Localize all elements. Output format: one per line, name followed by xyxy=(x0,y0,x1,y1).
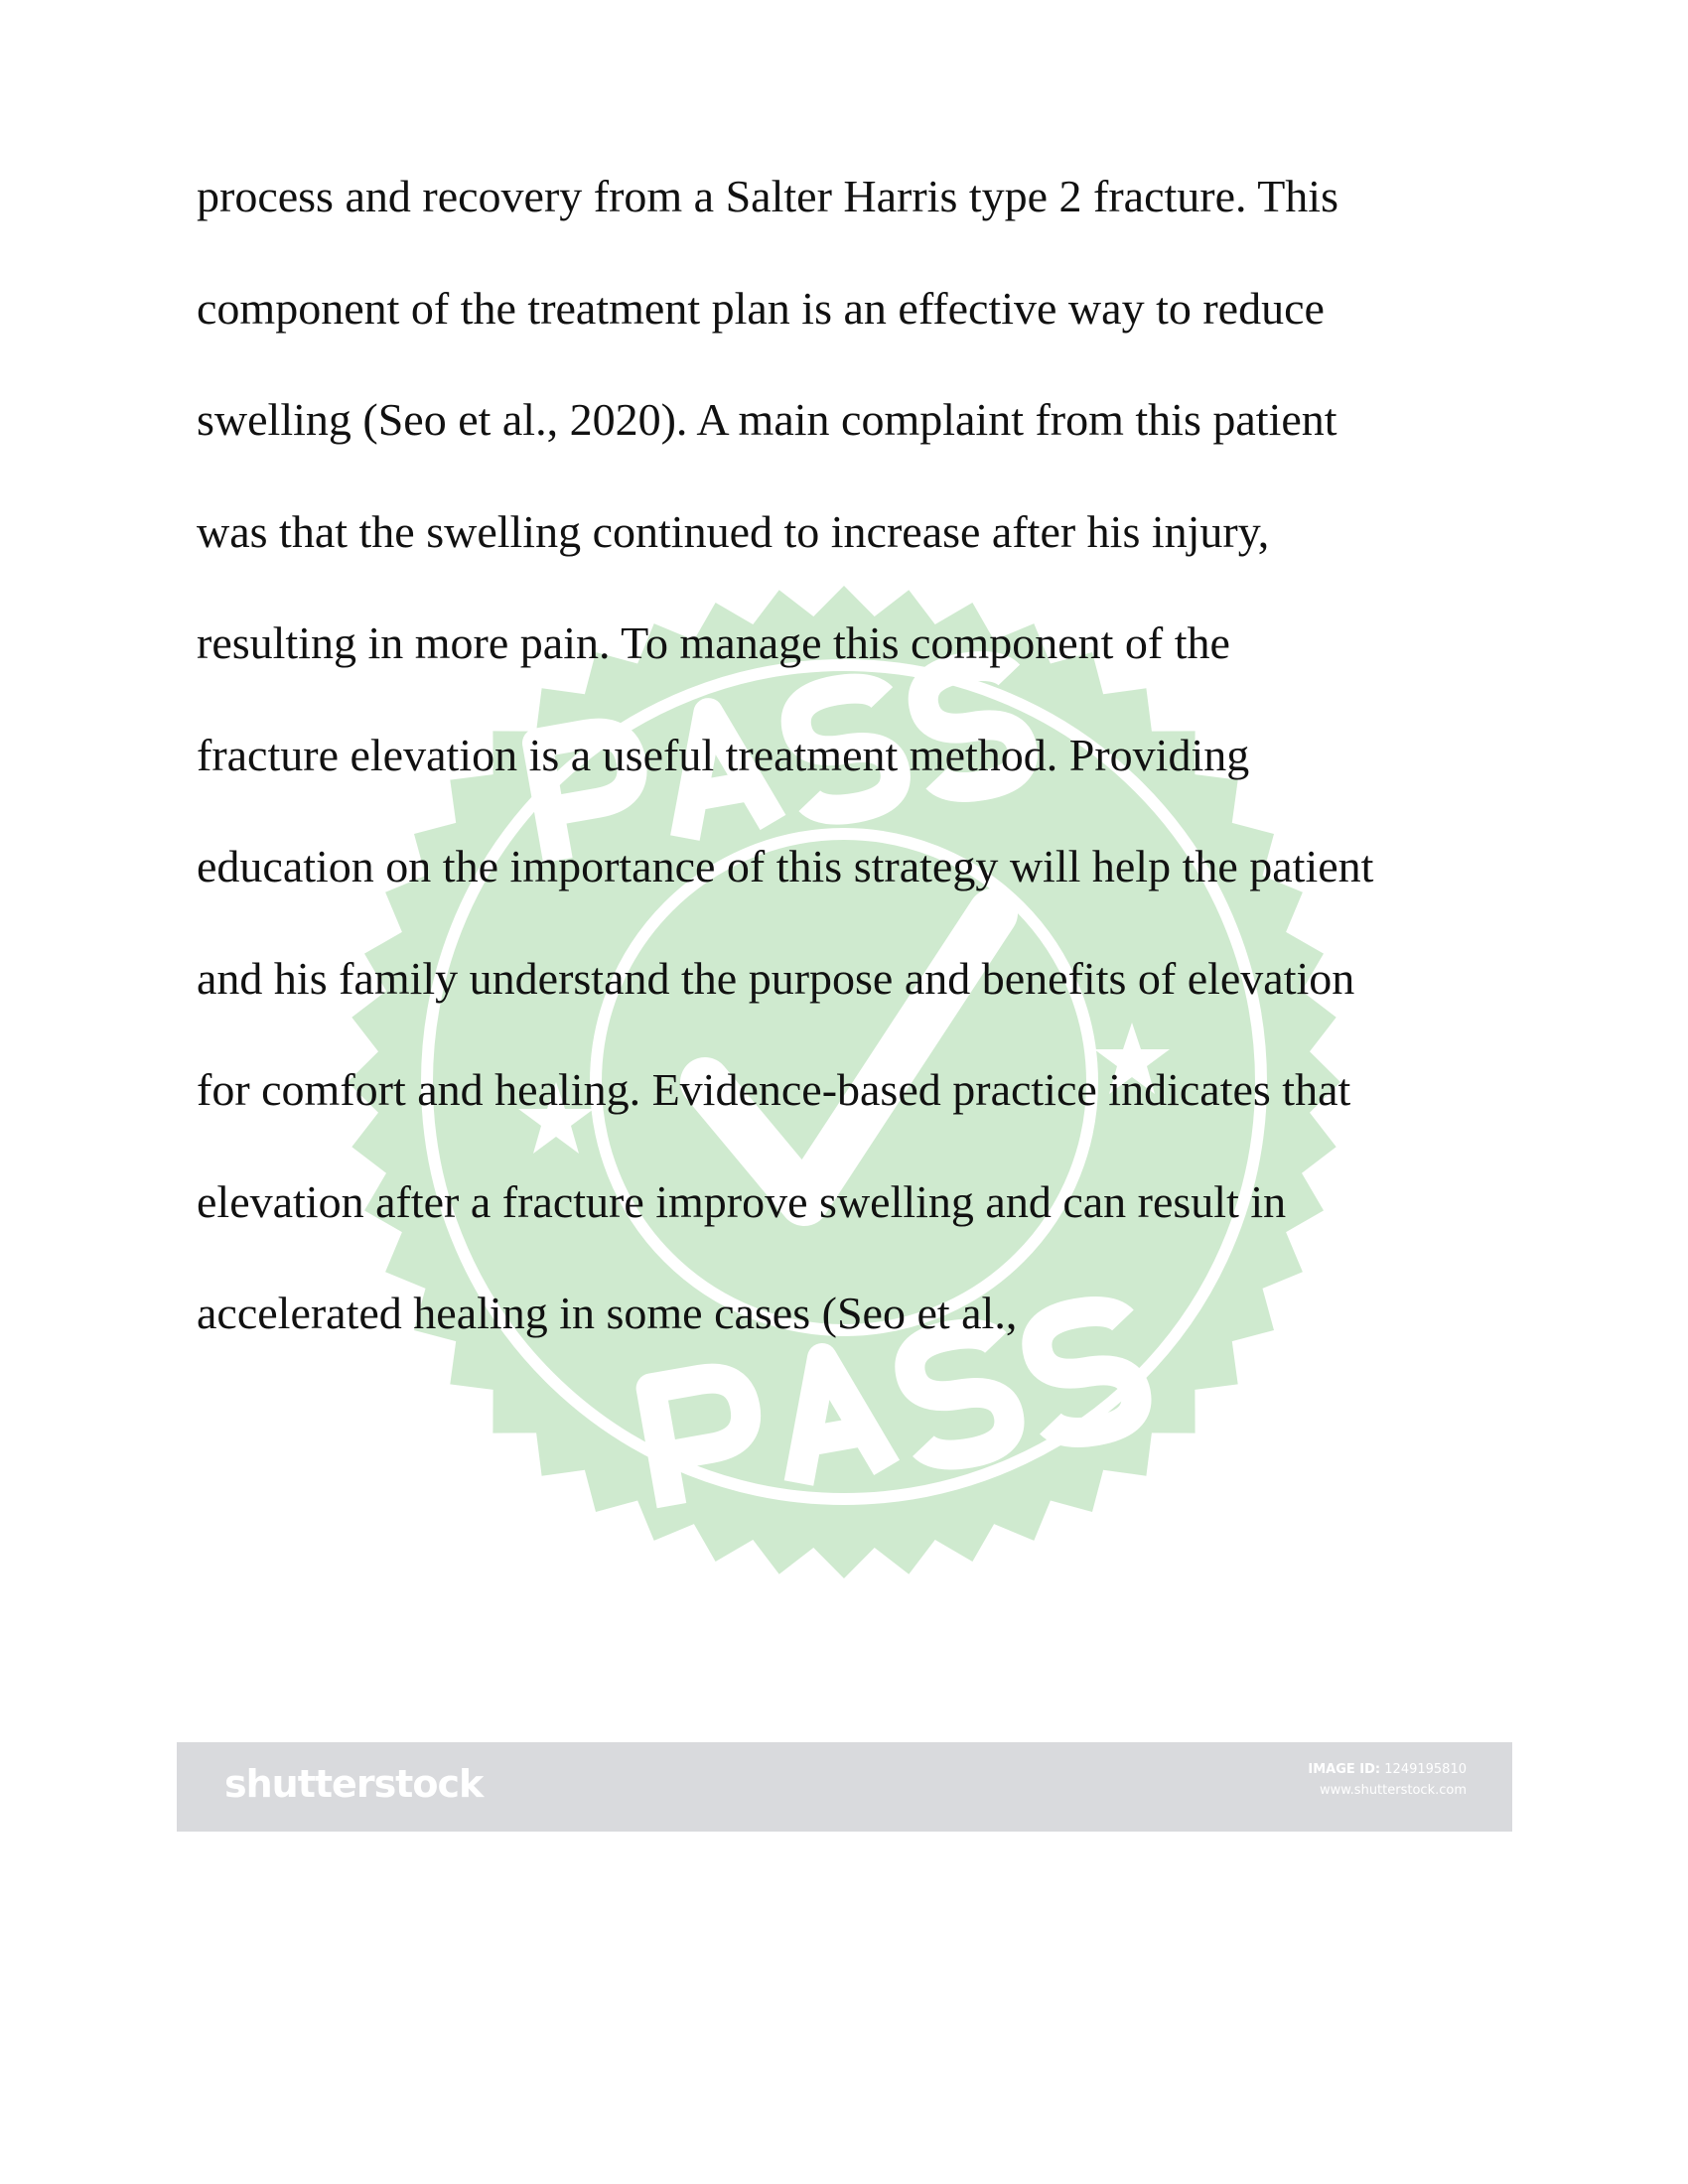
text-line: was that the swelling continued to increase after his injury, xyxy=(197,505,1270,557)
image-id-label: IMAGE ID: xyxy=(1308,1762,1381,1777)
text-line: fracture elevation is a useful treatment method. Providing xyxy=(197,729,1250,780)
text-line: elevation after a fracture improve swelling and can result in xyxy=(197,1175,1287,1227)
text-line: accelerated healing in some cases (Seo et al., xyxy=(197,1288,1018,1338)
text-line: resulting in more pain. To manage this component of the xyxy=(197,617,1230,668)
text-line: process and recovery from a Salter Harris type 2 fracture. This xyxy=(197,171,1338,221)
shutterstock-url: www.shutterstock.com xyxy=(1319,1783,1467,1798)
image-id-value: 1249195810 xyxy=(1384,1762,1467,1777)
shutterstock-logo: shutterstock xyxy=(224,1762,484,1806)
text-line: for comfort and healing. Evidence-based practice indicates that xyxy=(197,1064,1351,1115)
image-id-block xyxy=(1308,1762,1467,1798)
text-line: and his family understand the purpose and benefits of elevation xyxy=(197,952,1355,1004)
text-line: education on the importance of this strategy will help the patient xyxy=(197,841,1374,891)
text-line: component of the treatment plan is an effective way to reduce xyxy=(197,282,1325,334)
text-line: swelling (Seo et al., 2020). A main complaint from this patient xyxy=(197,394,1337,445)
shutterstock-footer-bar xyxy=(177,1742,1512,1832)
document-body xyxy=(197,167,1507,1396)
